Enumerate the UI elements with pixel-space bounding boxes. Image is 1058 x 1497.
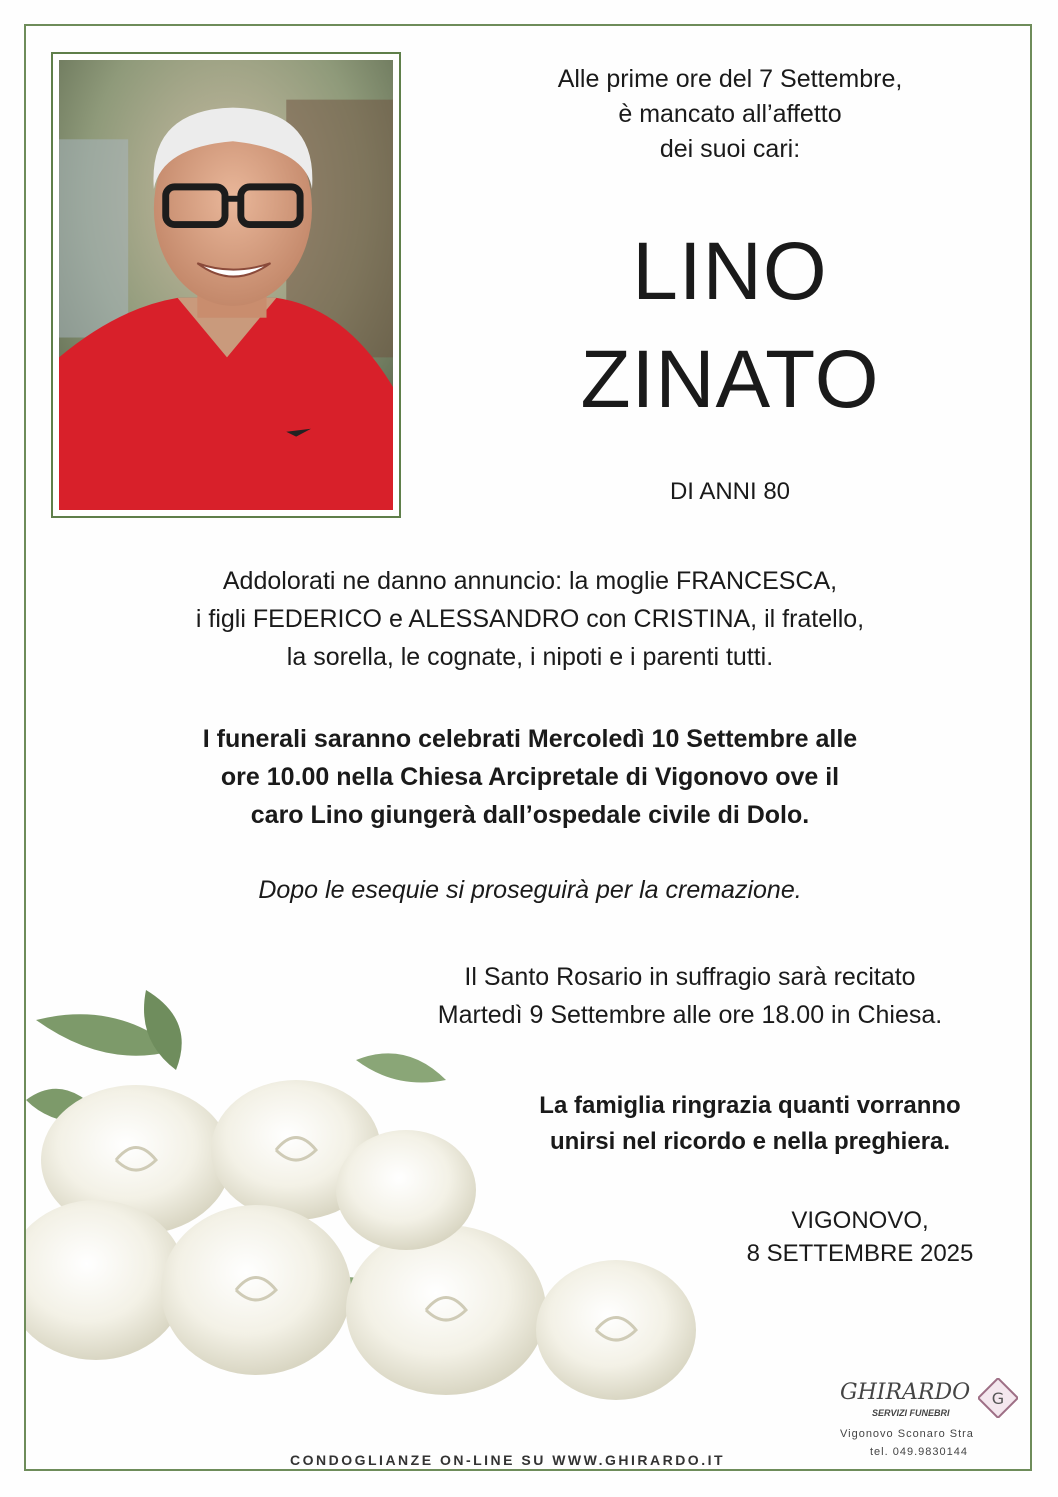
cremation-text: Dopo le esequie si proseguirà per la cremazione. [258,876,802,904]
intro-line-3: dei suoi cari: [659,135,801,163]
thanks-text [470,1088,1030,1160]
funeral-line-2: ore 10.00 nella Chiesa Arcipretale di Vigonovo ove il [220,763,840,791]
announcement-line-2: i figli FEDERICO e ALESSANDRO con CRISTINA, il fratello, [195,605,865,633]
deceased-name [470,218,990,434]
announcement-line-1: Addolorati ne danno annuncio: la moglie FRANCESCA, [222,567,838,595]
announcement-line-3: la sorella, le cognate, i nipoti e i parenti tutti. [286,643,774,671]
intro-text [470,62,990,167]
ghirardo-logo [830,1376,1030,1466]
funeral-text [60,720,1000,834]
age-text: DI ANNI 80 [669,478,791,505]
thanks-line-2: unirsi nel ricordo e nella preghiera. [549,1128,951,1155]
rosary-text [360,958,1020,1034]
rosary-line-1: Il Santo Rosario in suffragio sarà recitato [464,963,916,991]
thanks-line-1: La famiglia ringrazia quanti vorranno [539,1092,961,1119]
intro-line-2: è mancato all’affetto [618,100,842,128]
place-date [700,1204,1020,1270]
condolences-link[interactable]: CONDOGLIANZE ON-LINE SU WWW.GHIRARDO.IT [290,1452,726,1468]
logo-mark-letter: G [991,1389,1005,1408]
funeral-line-1: I funerali saranno celebrati Mercoledì 10 Settembre alle [202,725,858,753]
funeral-line-3: caro Lino giungerà dall’ospedale civile di Dolo. [250,801,810,829]
white-roses-image [26,980,726,1450]
first-name: LINO [632,226,828,317]
announcement-text [60,562,1000,676]
place-text: VIGONOVO, [791,1207,929,1234]
logo-name: GHIRARDO [840,1380,971,1405]
date-text: 8 SETTEMBRE 2025 [746,1240,974,1267]
intro-line-1: Alle prime ore del 7 Settembre, [557,65,903,93]
rosary-line-2: Martedì 9 Settembre alle ore 18.00 in Chiesa. [437,1001,943,1029]
last-name: ZINATO [580,334,880,425]
portrait-photo [59,60,393,510]
logo-diamond-icon [978,1378,1018,1418]
logo-phone: tel. 049.9830144 [870,1446,968,1458]
logo-subtitle: SERVIZI FUNEBRI [872,1408,950,1418]
logo-towns: Vigonovo Sconaro Stra [840,1428,974,1440]
portrait-frame [51,52,401,518]
